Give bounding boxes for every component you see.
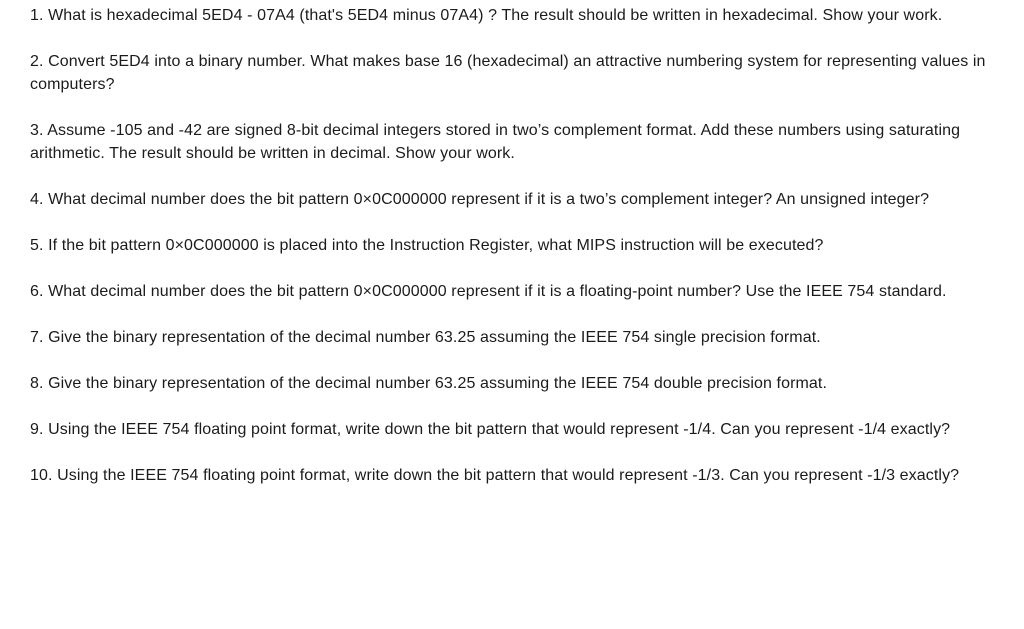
question-4: 4. What decimal number does the bit pattern 0×0C000000 represent if it is a two’s complement integer? An unsigned integer? [30, 191, 930, 208]
assignment-document [30, 4, 990, 510]
question-9: 9. Using the IEEE 754 floating point format, write down the bit pattern that would represent -1/4. Can you represent -1/4 exactly? [30, 421, 951, 438]
question-5: 5. If the bit pattern 0×0C000000 is placed into the Instruction Register, what MIPS instruction will be executed? [30, 237, 824, 254]
question-10: 10. Using the IEEE 754 floating point format, write down the bit pattern that would represent -1/3. Can you represent -1/3 exactly? [30, 467, 960, 484]
question-3: 3. Assume -105 and -42 are signed 8-bit decimal integers stored in two’s complement format. Add these numbers using saturating arithmetic. The result should be written in decimal. Show your work. [30, 122, 961, 162]
question-1: 1. What is hexadecimal 5ED4 - 07A4 (that's 5ED4 minus 07A4) ? The result should be written in hexadecimal. Show your work. [30, 7, 943, 24]
question-6: 6. What decimal number does the bit pattern 0×0C000000 represent if it is a floating-point number? Use the IEEE 754 standard. [30, 283, 947, 300]
question-2: 2. Convert 5ED4 into a binary number. What makes base 16 (hexadecimal) an attractive numbering system for representing values in computers? [30, 53, 986, 93]
question-8: 8. Give the binary representation of the decimal number 63.25 assuming the IEEE 754 double precision format. [30, 375, 828, 392]
question-7: 7. Give the binary representation of the decimal number 63.25 assuming the IEEE 754 single precision format. [30, 329, 821, 346]
